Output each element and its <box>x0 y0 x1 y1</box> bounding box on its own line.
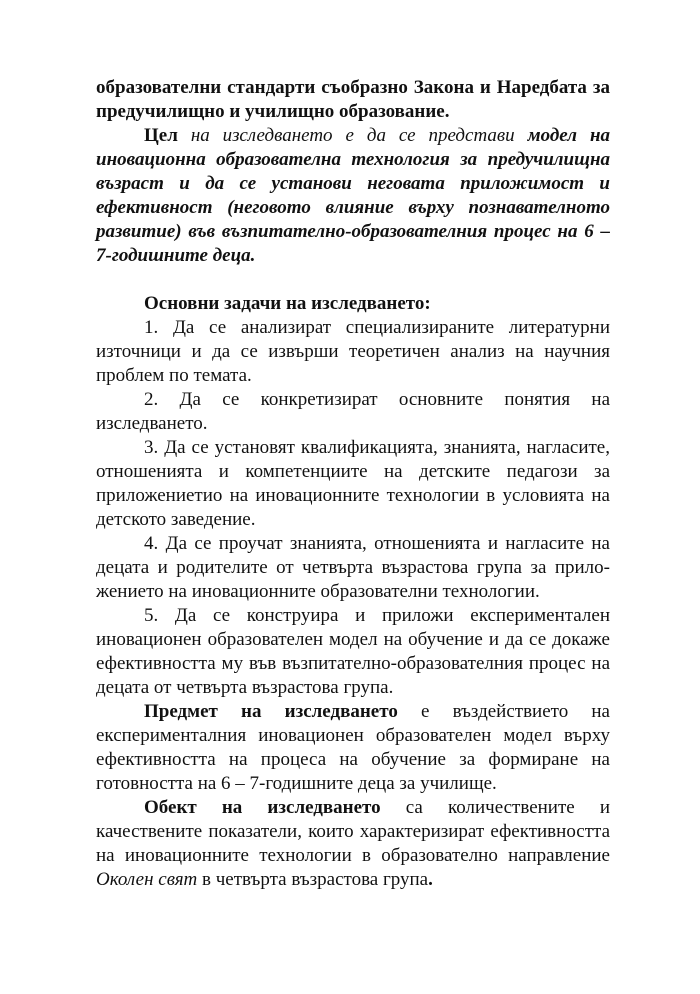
object-term: Обект на изследването <box>144 797 381 818</box>
task-item-5: 5. Да се конструира и приложи експериментален иновационен образователен модел на обучение и да се докаже ефективността му във възпитателно-образователния процес на децата от четвърта възрастова група. <box>96 605 610 698</box>
task-item-1: 1. Да се анализират специализираните литературни източници и да се извърши теоретичен анализ на научния проблем по темата. <box>96 317 610 386</box>
document-page <box>96 76 610 892</box>
goal-body: модел на иновационна образователна технология за предучилищна възраст и да се установи неговата приложимост и ефективност (неговото влияние върху познавателното развитие) във възпитателно-образователния процес на 6 – 7-годишните деца. <box>96 125 610 266</box>
subject-term: Предмет на изследването <box>144 701 398 722</box>
goal-lead: на изследването е да се представи <box>177 125 528 146</box>
goal-paragraph <box>96 124 610 268</box>
tasks-heading-text: Основни задачи на изследването: <box>144 293 431 314</box>
goal-term: Цел <box>144 125 178 146</box>
task-item-4: 4. Да се проучат знанията, отношенията и нагласите на децата и родителите от четвърта възрастова група за приложението на иновационните образователни технологии. <box>96 533 610 602</box>
object-end: . <box>428 869 433 890</box>
intro-paragraph <box>96 76 610 124</box>
object-area: Околен свят <box>96 869 198 890</box>
subject-body: е въздействието на експерименталния иновационен образователен модел върху ефективността на процеса на обучение за формиране на готовността на 6 – 7-годишните деца за училище. <box>96 701 610 794</box>
task-item-3: 3. Да се установят квалификацията, знанията, нагласите, отношенията и компетенциите на детските педагози за приложениетио на иновационните технологии в условията на детското заведение. <box>96 437 610 530</box>
object-paragraph <box>96 796 610 892</box>
task-item-2: 2. Да се конкретизират основните понятия на изследването. <box>96 389 610 434</box>
spacer <box>96 268 610 292</box>
tasks-heading <box>96 292 610 316</box>
object-tail: в четвърта възрастова група <box>197 869 429 890</box>
subject-paragraph <box>96 700 610 796</box>
intro-text: образователни стандарти съобразно Закона и Наредбата за предучилищно и училищно образование. <box>96 77 610 122</box>
object-body: са количествените и качествените показатели, които характеризират ефективността на иновационните технологии в образователно направление <box>96 797 611 866</box>
